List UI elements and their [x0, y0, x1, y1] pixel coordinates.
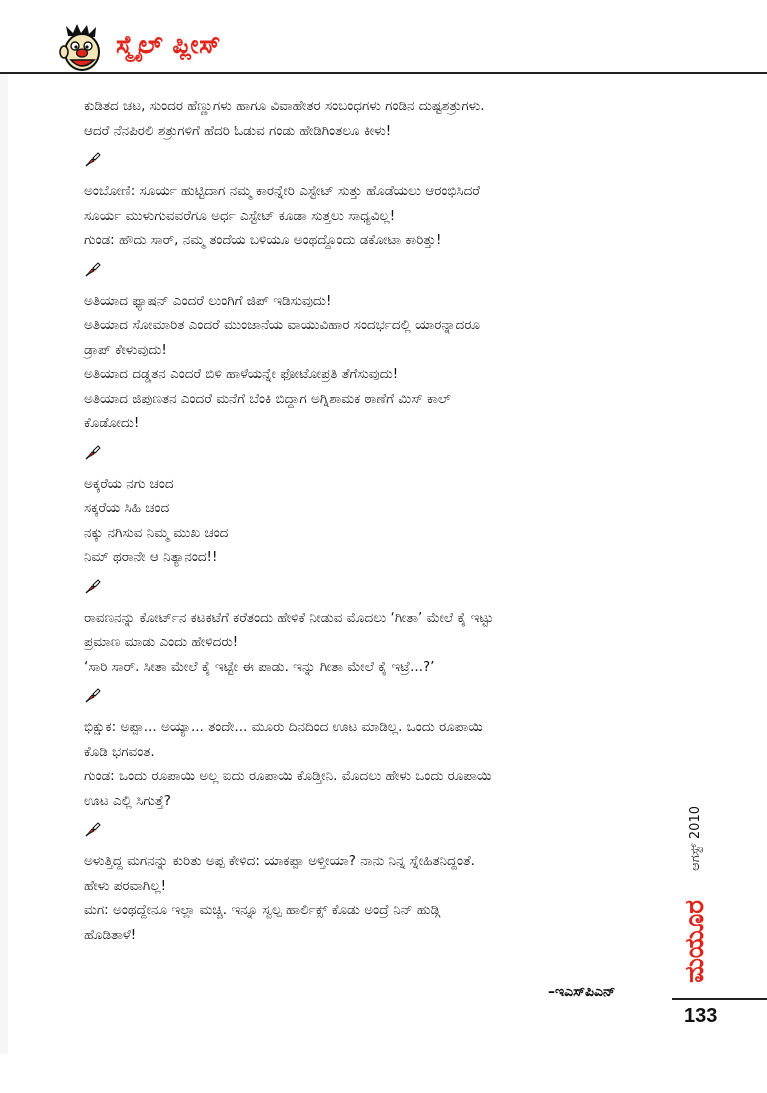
magazine-name: ಮಯೂರ — [680, 900, 710, 983]
joke-line: ಸಕ್ಕರೆಯ ಸಿಹಿ ಚಂದ — [84, 500, 170, 516]
joke-line: ಅಳುತ್ತಿದ್ದ ಮಗನನ್ನು ಕುರಿತು ಅಪ್ಪ ಕೇಳಿದ: ಯಾಕಪ್ಪಾ ಅಳ್ತೀಯಾ? ನಾನು ನಿನ್ನ ಸ್ನೇಹಿತನಿದ್ದಂತೆ. — [84, 853, 475, 869]
joke-line: ಪ್ರಮಾಣ ಮಾಡು ಎಂದು ಹೇಳಿದರು! — [84, 634, 239, 650]
footer-divider — [672, 998, 767, 1000]
joke-block-2 — [84, 179, 664, 253]
joke-line: ಅತಿಯಾದ ದಡ್ಡತನ ಎಂದರೆ ಬಿಳಿ ಹಾಳೆಯನ್ನೇ ಫೋಟೋಪ್ರತಿ ತೆಗೆಸುವುದು! — [84, 366, 399, 382]
joke-block-5 — [84, 606, 664, 680]
author-credit: –ಇಎಸ್‌ಪಿಎನ್ — [548, 984, 616, 1000]
joke-line: ರಾವಣನನ್ನು ಕೋರ್ಟ್‌ನ ಕಟಕಟೆಗೆ ಕರೆತಂದು ಹೇಳಿಕೆ ನೀಡುವ ಮೊದಲು ‘ಗೀತಾ’ ಮೇಲೆ ಕೈ ಇಟ್ಟು — [84, 609, 494, 626]
joke-line: ಆದರೆ ನೆನಪಿರಲಿ ಶತ್ರುಗಳಿಗೆ ಹೆದರಿ ಓಡುವ ಗಂಡು ಹೇಡಿಗಿಂತಲೂ ಕೀಳು! — [84, 122, 392, 139]
joke-line: ‘ಸಾರಿ ಸಾರ್. ಸೀತಾ ಮೇಲೆ ಕೈ ಇಟ್ಟೇ ಈ ಪಾಡು. ಇನ್ನು ಗೀತಾ ಮೇಲೆ ಕೈ ಇಟ್ರೆ...?’ — [84, 658, 435, 675]
page-title: ಸ್ಮೈಲ್ ಪ್ಲೀಸ್ — [116, 30, 221, 59]
page-header — [0, 0, 767, 80]
jokes-column — [84, 94, 664, 947]
joke-line: ಗುಂಡ: ಒಂದು ರೂಪಾಯಿ ಅಲ್ಲ ಐದು ರೂಪಾಯಿ ಕೊಡ್ತೀನಿ. ಮೊದಲು ಹೇಳು ಒಂದು ರೂಪಾಯಿ — [84, 768, 492, 784]
cartoon-face-icon — [58, 22, 108, 74]
joke-block-7 — [84, 849, 664, 947]
separator-3 — [84, 436, 664, 472]
joke-line: ಅತಿಯಾದ ಫ್ಯಾಷನ್ ಎಂದರೆ ಲುಂಗಿಗೆ ಜಿಪ್ ಇಡಿಸುವುದು! — [84, 292, 332, 309]
left-margin-strip — [0, 74, 8, 1054]
joke-line: ಹೇಳು ಪರವಾಗಿಲ್ಲ! — [84, 877, 167, 894]
joke-line: ನಿಮ್ ಥರಾನೇ ಆ ನಿತ್ಯಾನಂದ!! — [84, 549, 218, 565]
separator-2 — [84, 253, 664, 289]
separator-6 — [84, 813, 664, 849]
joke-line: ನಕ್ಕು ನಗಿಸುವ ನಿಮ್ಮ ಮುಖ ಚಂದ — [84, 524, 229, 541]
issue-date: ಆಗಸ್ಟ್ 2010 — [688, 806, 703, 871]
joke-block-6 — [84, 715, 664, 813]
joke-line: ಊಟ ಎಲ್ಲಿ ಸಿಗುತ್ತೆ? — [84, 792, 171, 809]
joke-block-4 — [84, 472, 664, 570]
joke-line: ಅಕ್ಕರೆಯ ನಗು ಚಂದ — [84, 475, 174, 492]
joke-line: ಸೂರ್ಯ ಮುಳುಗುವವರೆಗೂ ಅರ್ಧ ಎಸ್ಟೇಟ್ ಕೂಡಾ ಸುತ್ತಲು ಸಾಧ್ಯವಿಲ್ಲ! — [84, 207, 396, 224]
joke-block-1 — [84, 94, 664, 143]
joke-line: ಅತಿಯಾದ ಜಿಪುಣತನ ಎಂದರೆ ಮನೆಗೆ ಬೆಂಕಿ ಬಿದ್ದಾಗ ಅಗ್ನಿಶಾಮಕ ಠಾಣೆಗೆ ಮಿಸ್ ಕಾಲ್ — [84, 390, 452, 407]
page-number: 133 — [684, 1005, 718, 1027]
separator-4 — [84, 570, 664, 606]
joke-line: ಅಂಬೋಣಿ: ಸೂರ್ಯ ಹುಟ್ಟಿದಾಗ ನಮ್ಮ ಕಾರನ್ನೇರಿ ಎಸ್ಟೇಟ್ ಸುತ್ತು ಹೊಡೆಯಲು ಆರಂಭಿಸಿದರೆ — [84, 183, 480, 199]
separator-5 — [84, 679, 664, 715]
header-divider — [0, 72, 767, 74]
joke-line: ಕೊಡಿ ಭಗವಂತ. — [84, 743, 155, 760]
joke-line: ಕೊಡೋದು! — [84, 415, 140, 431]
joke-block-3 — [84, 289, 664, 436]
joke-line: ಹೊಡಿತಾಳೆ! — [84, 926, 137, 943]
joke-line: ಗುಂಡ: ಹೌದು ಸಾರ್, ನಮ್ಮ ತಂದೆಯ ಬಳಿಯೂ ಅಂಥದ್ದೊಂದು ಡಕೋಟಾ ಕಾರಿತ್ತು! — [84, 232, 442, 248]
joke-line: ಅತಿಯಾದ ಸೋಮಾರಿತ ಎಂದರೆ ಮುಂಜಾನೆಯ ವಾಯುವಿಹಾರ ಸಂದರ್ಭದಲ್ಲಿ ಯಾರನ್ನಾದರೂ — [84, 317, 481, 333]
joke-line: ಭಿಕ್ಷುಕ: ಅಪ್ಪಾ... ಅಯ್ಯಾ... ತಂದೇ... ಮೂರು ದಿನದಿಂದ ಊಟ ಮಾಡಿಲ್ಲ. ಒಂದು ರೂಪಾಯಿ — [84, 719, 483, 735]
joke-line: ಡ್ರಾಪ್ ಕೇಳುವುದು! — [84, 341, 167, 358]
joke-line: ಮಗ: ಅಂಥದ್ದೇನೂ ಇಲ್ಲಾ ಮಚ್ಚಿ. ಇನ್ನೂ ಸ್ವಲ್ಪ ಹಾರ್ಲಿಕ್ಸ್ ಕೊಡು ಅಂದ್ರೆ ನಿನ್ ಹುಡ್ಗಿ — [84, 902, 440, 918]
separator-1 — [84, 143, 664, 179]
joke-line: ಕುಡಿತದ ಚಟ, ಸುಂದರ ಹೆಣ್ಣುಗಳು ಹಾಗೂ ವಿವಾಹೇತರ ಸಂಬಂಧಗಳು ಗಂಡಿನ ದುಷ್ಟಶತ್ರುಗಳು. — [84, 98, 485, 114]
